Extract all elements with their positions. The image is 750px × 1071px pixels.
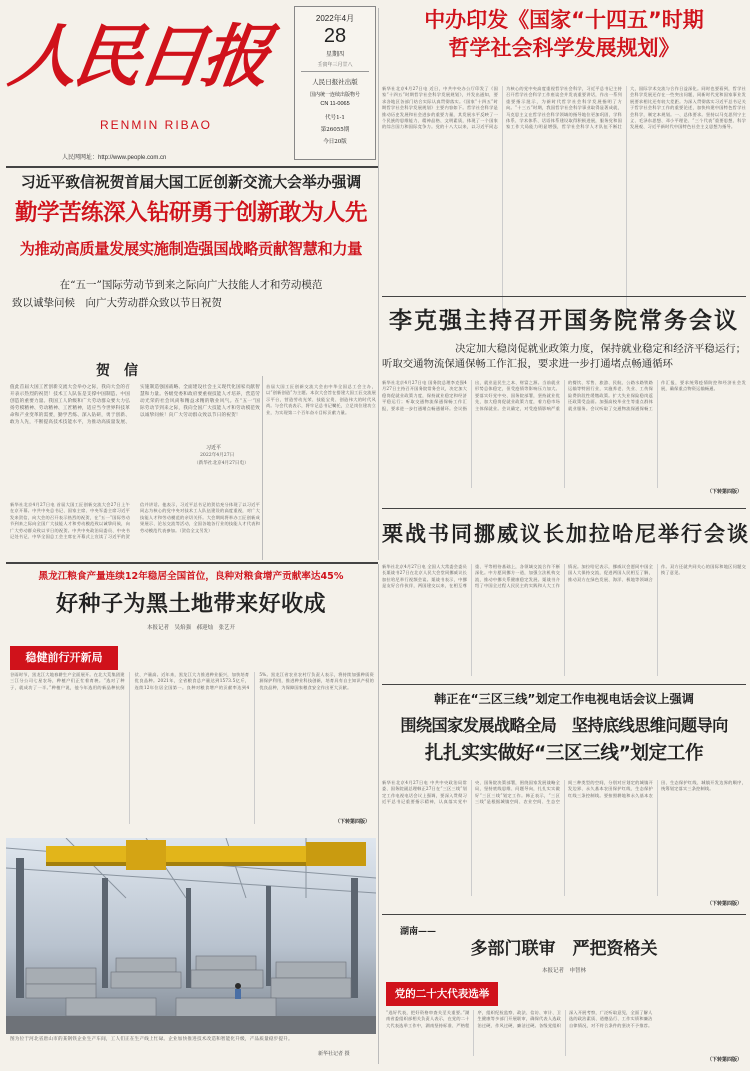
sanqu-kicker: 韩正在“三区三线”划定工作电视电话会议上强调 (434, 692, 694, 706)
hunan-byline: 本报记者 申智林 (541, 968, 586, 974)
li-zhanshu-headline: 栗战书同挪威议长加拉哈尼举行会谈 (382, 521, 750, 546)
hunan-story (382, 916, 746, 1066)
li-keqiang-subhead-2: 听取交通物流保通保畅工作汇报，要求进一步打通堵点畅通循环 (382, 358, 673, 370)
lead-body-right: 首届大国工匠创新交流大会由中华全国总工会主办，以“创新创造”为主题。本次大会旨在搭建大国工匠交流展示平台，营造劳动光荣、技能宝贵、创造伟大的时代风尚。与会代表表示，将牢记总书记嘱托，立足岗位建功立业，为实现第二个百年奋斗目标贡献力量。 (266, 384, 376, 415)
masthead-pinyin: RENMIN RIBAO (100, 118, 213, 132)
li-zhanshu-body: 新华社北京4月27日电 全国人大常委会委员长栗战书27日在北京人民大会堂同挪威议长加拉哈尼举行视频会谈。栗战书表示，中挪是友好合作伙伴，两国建交以来，在相互尊重、平等相待基础上，各领域交流合作不断深化。中方愿同挪方一道，加强立法机构交流，推动中挪关系健康稳定发展。栗战书介绍了中国全过程人民民主的实践和人大工作情况。加拉哈尼表示，挪威议会愿同中国全国人大保持交流，促进两国人民相互了解，推动双方在绿色发展、海洋、极地等领域合作。双方还就共同关心的国际和地区问题交换了意见。 (382, 564, 746, 589)
sanqu-headline-1: 围绕国家发展战略全局 坚持底线思维问题导向 (400, 716, 728, 735)
lead-headline-2: 为推动高质量发展实施制造强国战略贡献智慧和力量 (19, 240, 363, 258)
crane-beam (46, 846, 346, 862)
hunan-continued: （下转第四版） (706, 1057, 742, 1063)
letter-title: 贺 信 (96, 363, 138, 379)
crane-trolley (126, 840, 166, 870)
li-keqiang-story (382, 300, 746, 506)
publisher: 人民日报社出版 (312, 78, 358, 86)
factory-photo (6, 838, 376, 1034)
masthead (4, 4, 288, 161)
sanqu-body: 新华社北京4月27日电 中共中央政治局常委、国务院副总理韩正27日在“三区三线”划定工作电视电话会议上强调，要深入贯彻习近平总书记重要指示精神，认真落实党中央、国务院决策部署，围绕国家发展战略全局，坚持底线思维、问题导向，扎扎实实做好“三区三线”划定工作。韩正表示，“三区三线”是根据城镇空间、农业空间、生态空间三种类型的空间，分别对应划定的城镇开发边界、永久基本农田保护红线、生态保护红线三条控制线。要按照耕地和永久基本农田、生态保护红线、城镇开发边界的顺序，统筹划定落实三条控制线。 (382, 780, 746, 805)
issue-code: 代号1-1 (325, 115, 345, 121)
lead-story (6, 172, 376, 560)
top-right-headline-1: 中办印发《国家“十四五”时期 (424, 8, 704, 32)
top-right-body: 新华社北京4月27日电 近日，中共中央办公厅印发了《国家“十四五”时期哲学社会科学发展规划》，并发出通知，要求各地区各部门结合实际认真贯彻落实。《国家“十四五”时期哲学社会科学发展规划》主要内容如下。哲学社会科学是推动历史发展和社会进步的重要力量，其发展水平反映了一个民族的思维能力、精神品格、文明素质，体现了一个国家的综合国力和国际竞争力。党的十八大以来，以习近平同志为核心的党中央高度重视哲学社会科学，习近平总书记主持召开哲学社会科学工作座谈会并发表重要讲话，作出一系列重要指示批示，为新时代哲学社会科学发展指明了方向。“十三五”时期，我国哲学社会科学事业取得显著成就，马克思主义在哲学社会科学领域的指导地位更加巩固，学科体系、学术体系、话语体系建设取得积极进展，服务党和国家工作大局能力明显增强，哲学社会科学人才队伍不断壮大，国际学术交流与合作日益深化。同时也要看到，哲学社会科学发展还存在一些突出问题，同新时代党和国家事业发展要求相比还有较大差距。为深入贯彻落实习近平总书记关于哲学社会科学工作的重要论述，加快构建中国特色哲学社会科学，制定本规划。一、总体要求。坚持以马克思列宁主义、毛泽东思想、邓小平理论、“三个代表”重要思想、科学发展观、习近平新时代中国特色社会主义思想为指导。 (382, 86, 746, 130)
date-lunar: 壬寅年三月廿八 (317, 62, 353, 68)
sanqu-story (382, 686, 746, 912)
page-count: 今日20版 (323, 139, 347, 145)
heilongjiang-headline: 好种子为黑土地带来好收成 (55, 592, 326, 617)
lead-subhead-2: 致以诚挚问候 向广大劳动群众致以节日祝贺 (12, 297, 222, 309)
hunan-body: “选好代表，把好资格审查关至关重要。”湖南省委组织部相关负责人表示，在党的二十大代表选举工作中，湖南坚持标准、严格程序，组织纪检监察、政法、信访、审计、卫生健康等多部门开展联审，确保代表人选政治过硬、作风过硬、廉洁过硬。各级党组织深入开展考察，广泛听取意见，全面了解人选的政治素质、道德品行、工作实绩和廉洁自律情况，对不符合条件的坚决不予推荐。 (386, 1010, 653, 1028)
letter-signature: 习近平 (206, 445, 222, 451)
heilongjiang-label: 稳健前行开新局 (10, 646, 118, 670)
worker-figure (235, 983, 241, 999)
li-keqiang-continued: （下转第四版） (706, 489, 742, 495)
date-day: 28 (323, 25, 347, 47)
lead-kicker: 习近平致信祝贺首届大国工匠创新交流大会举办强调 (20, 174, 362, 191)
issue-number: 第26055期 (320, 127, 350, 133)
hunan-headline: 多部门联审 严把资格关 (470, 939, 658, 959)
letter-source: （新华社北京4月27日电） (194, 461, 249, 466)
sanqu-continued: （下转第四版） (706, 901, 742, 907)
li-keqiang-body: 新华社北京4月27日电 国务院总理李克强4月27日主持召开国务院常务会议，决定加大稳岗促就业政策力度，保持就业稳定和经济平稳运行；听取交通物流保通保畅工作汇报，要求进一步打通堵点畅通循环。会议指出，就业是民生之本、财富之源。当前就业形势总体稳定，但受疫情等影响压力加大。要落实好党中央、国务院部署，坚持就业优先，加大稳岗促就业政策力度，着力稳市场主体保就业。会议确定，对受疫情影响严重的餐饮、零售、旅游、民航、公路水路铁路运输等特困行业，实施养老、失业、工伤保险费阶段性缓缴政策。扩大失业保险稳岗返还政策受益面。加强高校毕业生等重点群体就业服务。会议听取了交通物流保通保畅工作汇报，要求统筹疫情防控和经济社会发展，确保重点物资运输畅通。 (382, 380, 746, 411)
heilongjiang-byline: 本报记者 吴焰强 郝迎灿 张艺开 (146, 625, 235, 631)
letter-body: 值此首届大国工匠创新交流大会举办之际，我向大会的召开表示热烈的祝贺！技术工人队伍是支撑中国制造、中国创造的重要力量。我国工人阶级和广大劳动群众要大力弘扬劳模精神、劳动精神、工匠精神，适应当今世界科技革命和产业变革的需要，勤学苦练、深入钻研，勇于创新、敢为人先，不断提高技术技能水平，为推动高质量发展、实施制造强国战略、全面建设社会主义现代化国家贡献智慧和力量。各级党委和政府要重视技能人才培养，营造劳动光荣的社会风尚和精益求精的敬业风气。在“五一”国际劳动节到来之际，我向全国广大技能人才和劳动模范致以诚挚问候！向广大劳动群众致以节日的祝贺！ (10, 385, 260, 425)
website-url: 人民网网址：http://www.people.com.cn (62, 155, 167, 161)
lead-body: 新华社北京4月27日电 首届大国工匠创新交流大会27日上午在京开幕。中共中央总书记、国家主席、中央军委主席习近平发来贺信，向大会的召开表示热烈的祝贺，在“五一”国际劳动节到来之际向全国广大技能人才和劳动模范致以诚挚问候，向广大劳动群众致以节日的祝贺。中共中央政治局委员、中央书记处书记、中华全国总工会主席在开幕式上宣读了习近平的贺信并讲话。他表示，习近平总书记的贺信充分体现了以习近平同志为核心的党中央对技术工人队伍建设的高度重视，对广大技能人才和劳动模范的亲切关怀。大会期间将举办工匠创新成果展示、论坛交流等活动，全国各地各行业的技能人才代表和劳动模范代表参加。（贺信全文另发） (10, 502, 260, 540)
date-weekday: 星期四 (325, 51, 344, 58)
cn-number-label: 国内统一连续出版物号 (309, 92, 360, 98)
date-year-month: 2022年4月 (315, 14, 355, 23)
heilongjiang-kicker: 黑龙江粮食产量连续12年稳居全国首位，良种对粮食增产贡献率达45% (38, 571, 344, 582)
heilongjiang-body: 谷雨时节，黑龙江大地春耕生产全面展开。在北大荒集团建三江分公司七星农场，种植户们正忙着育秧。“选对了种子，就成功了一半。”种植户说，他今年选用的新品种抗倒伏、产量高。近年来，黑龙江大力推进种业振兴，加快培育优良品种。2021年，全省粮食总产量达到1573.5亿斤，连续12年位居全国第一。良种对粮食增产的贡献率达到45%。黑龙江省农业农村厅负责人表示，将持续加强种质资源保护利用，推进种业科技创新，培育具有自主知识产权的优良品种，为保障国家粮食安全作出更大贡献。 (10, 672, 374, 690)
li-zhanshu-story (382, 510, 750, 682)
date-box (294, 6, 376, 160)
hunan-kicker: 湖南—— (400, 927, 437, 937)
lead-subhead-1: 在“五一”国际劳动节到来之际向广大技能人才和劳动模范 (59, 279, 323, 291)
photo-caption: 图为位于河北省唐山市的某钢铁企业生产车间，工人们正在生产线上忙碌。企业加快推进技术改造和智能化升级，产品质量稳步提升。 (10, 1037, 293, 1042)
masthead-logo: 人民日报 (4, 17, 272, 97)
photo-credit: 新华社记者 摄 (318, 1051, 350, 1057)
top-right-story (382, 6, 746, 322)
li-keqiang-subhead-1: 决定加大稳岗促就业政策力度，保持就业稳定和经济平稳运行； (455, 343, 746, 355)
li-keqiang-headline: 李克强主持召开国务院常务会议 (389, 307, 739, 334)
lead-headline-1: 勤学苦练深入钻研勇于创新敢为人先 (14, 200, 367, 226)
heilongjiang-story (6, 566, 376, 830)
top-right-headline-2: 哲学社会科学发展规划》 (448, 36, 680, 60)
cn-code: CN 11-0065 (320, 101, 350, 107)
letter-date: 2022年4月27日 (200, 453, 235, 458)
sanqu-headline-2: 扎扎实实做好“三区三线”划定工作 (424, 743, 704, 764)
hunan-label: 党的二十大代表选举 (386, 982, 498, 1006)
heilongjiang-continued: （下转第四版） (334, 819, 370, 825)
